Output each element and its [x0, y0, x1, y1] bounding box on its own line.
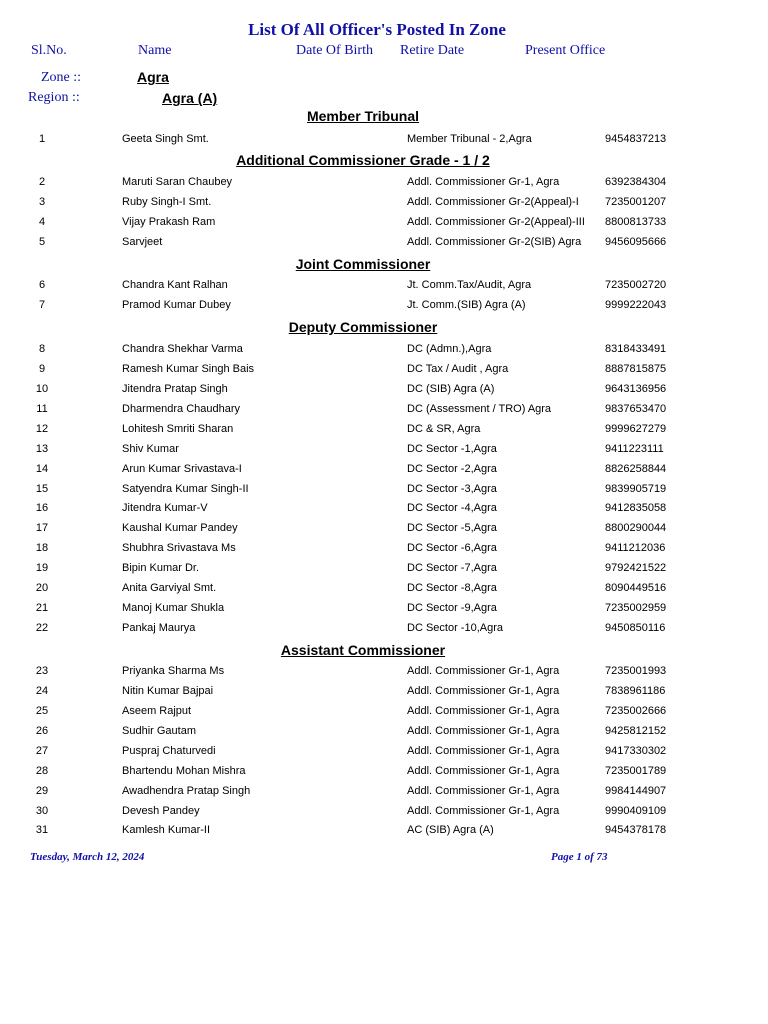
table-row — [0, 483, 768, 503]
serial-number: 25 — [35, 704, 49, 717]
column-header-name: Name — [138, 43, 172, 58]
serial-number: 7 — [38, 298, 46, 311]
serial-number: 18 — [35, 542, 49, 555]
present-office: DC Sector -7,Agra — [407, 562, 497, 575]
serial-number: 20 — [35, 582, 49, 595]
serial-number: 22 — [35, 622, 49, 634]
phone-number: 7235002666 — [605, 704, 667, 717]
table-row — [0, 423, 768, 443]
phone-number: 6392384304 — [605, 176, 667, 188]
column-header-slno: Sl.No. — [31, 43, 67, 58]
serial-number: 11 — [36, 402, 48, 415]
column-header-office: Present Office — [525, 43, 606, 58]
table-row — [0, 403, 768, 423]
serial-number: 29 — [35, 784, 49, 797]
officer-name: Ramesh Kumar Singh Bais — [122, 362, 255, 375]
phone-number: 9792421522 — [605, 562, 667, 575]
present-office: Addl. Commissioner Gr-1, Agra — [407, 684, 560, 697]
present-office: DC Sector -10,Agra — [407, 622, 503, 634]
present-office: Addl. Commissioner Gr-1, Agra — [407, 764, 560, 777]
present-office: Addl. Commissioner Gr-2(Appeal)-I — [407, 195, 579, 208]
phone-number: 7235001207 — [605, 195, 667, 208]
table-row — [0, 705, 768, 725]
present-office: Addl. Commissioner Gr-1, Agra — [407, 724, 560, 737]
zone-value: Agra — [137, 69, 169, 85]
phone-number: 9450850116 — [605, 622, 666, 634]
phone-number: 8800813733 — [605, 215, 667, 228]
phone-number: 8318433491 — [605, 343, 667, 355]
officer-name: Devesh Pandey — [122, 804, 200, 817]
serial-number: 4 — [38, 215, 46, 228]
present-office: DC Sector -8,Agra — [407, 582, 497, 595]
officer-name: Geeta Singh Smt. — [122, 133, 209, 145]
present-office: Addl. Commissioner Gr-2(Appeal)-III — [407, 215, 585, 228]
table-row — [0, 562, 768, 582]
table-row — [0, 745, 768, 765]
officer-name: Shiv Kumar — [122, 442, 179, 455]
serial-number: 31 — [35, 824, 49, 837]
serial-number: 13 — [35, 442, 49, 455]
table-row — [0, 176, 768, 196]
table-row — [0, 785, 768, 805]
region-value: Agra (A) — [162, 90, 218, 106]
officer-name: Pramod Kumar Dubey — [122, 298, 231, 311]
present-office: Addl. Commissioner Gr-1, Agra — [407, 665, 560, 677]
table-row — [0, 542, 768, 562]
officer-name: Jitendra Pratap Singh — [122, 382, 228, 395]
serial-number: 2 — [38, 176, 46, 188]
phone-number: 9411212036 — [605, 542, 666, 555]
officer-name: Bhartendu Mohan Mishra — [122, 764, 246, 777]
table-row — [0, 665, 768, 685]
serial-number: 23 — [35, 665, 49, 677]
officer-name: Kaushal Kumar Pandey — [122, 522, 238, 535]
officer-name: Maruti Saran Chaubey — [122, 176, 233, 188]
phone-number: 9411223111 — [605, 442, 664, 455]
serial-number: 16 — [35, 502, 49, 515]
zone-label: Zone :: — [41, 70, 82, 85]
serial-number: 21 — [35, 602, 49, 615]
table-row — [0, 725, 768, 745]
table-row — [0, 765, 768, 785]
officer-name: Chandra Shekhar Varma — [122, 343, 243, 355]
officer-name: Jitendra Kumar-V — [122, 502, 208, 515]
serial-number: 1 — [38, 133, 46, 145]
serial-number: 9 — [38, 362, 46, 375]
serial-number: 10 — [35, 382, 49, 395]
column-header-dob: Date Of Birth — [296, 43, 373, 58]
phone-number: 9999222043 — [605, 298, 667, 311]
officer-name: Ruby Singh-I Smt. — [122, 195, 212, 208]
officer-name: Dharmendra Chaudhary — [122, 402, 241, 415]
present-office: Addl. Commissioner Gr-1, Agra — [407, 784, 560, 797]
serial-number: 15 — [35, 482, 49, 495]
officer-name: Shubhra Srivastava Ms — [122, 542, 236, 555]
phone-number: 9417330302 — [605, 744, 667, 757]
table-row — [0, 383, 768, 403]
present-office: Addl. Commissioner Gr-1, Agra — [407, 176, 560, 188]
serial-number: 26 — [35, 724, 49, 737]
phone-number: 9984144907 — [605, 784, 667, 797]
present-office: DC Sector -3,Agra — [407, 482, 497, 495]
officer-name: Pankaj Maurya — [122, 622, 196, 634]
table-row — [0, 463, 768, 483]
serial-number: 27 — [35, 744, 49, 757]
section-heading: Assistant Commissioner — [280, 642, 446, 658]
officer-name: Priyanka Sharma Ms — [122, 665, 225, 677]
table-row — [0, 236, 768, 256]
table-row — [0, 805, 768, 825]
officer-name: Chandra Kant Ralhan — [122, 279, 228, 291]
present-office: Addl. Commissioner Gr-1, Agra — [407, 704, 560, 717]
page-number: Page 1 of 73 — [551, 851, 608, 863]
officer-name: Arun Kumar Srivastava-I — [122, 462, 242, 475]
table-row — [0, 196, 768, 216]
phone-number: 8826258844 — [605, 462, 667, 475]
officer-name: Awadhendra Pratap Singh — [122, 784, 251, 797]
officer-name: Lohitesh Smriti Sharan — [122, 422, 234, 435]
officer-name: Puspraj Chaturvedi — [122, 744, 216, 757]
table-row — [0, 443, 768, 463]
officer-name: Manoj Kumar Shukla — [122, 602, 225, 615]
present-office: Addl. Commissioner Gr-1, Agra — [407, 744, 560, 757]
present-office: DC Tax / Audit , Agra — [407, 362, 509, 375]
table-row — [0, 685, 768, 705]
table-row — [0, 602, 768, 622]
serial-number: 30 — [35, 804, 49, 817]
table-row — [0, 133, 768, 153]
serial-number: 14 — [35, 462, 49, 475]
present-office: DC Sector -6,Agra — [407, 542, 497, 555]
table-row — [0, 216, 768, 236]
phone-number: 9999627279 — [605, 422, 667, 435]
present-office: DC & SR, Agra — [407, 422, 481, 435]
phone-number: 9643136956 — [605, 382, 667, 395]
phone-number: 7235001789 — [605, 764, 667, 777]
serial-number: 3 — [38, 195, 46, 208]
serial-number: 24 — [35, 684, 49, 697]
present-office: DC Sector -9,Agra — [407, 602, 497, 615]
present-office: DC (SIB) Agra (A) — [407, 382, 495, 395]
officer-name: Aseem Rajput — [122, 704, 192, 717]
table-row — [0, 522, 768, 542]
phone-number: 7235002720 — [605, 279, 667, 291]
serial-number: 28 — [35, 764, 49, 777]
phone-number: 7235002959 — [605, 602, 667, 615]
present-office: DC Sector -4,Agra — [407, 502, 497, 515]
serial-number: 8 — [38, 343, 46, 355]
table-row — [0, 502, 768, 522]
section-heading: Joint Commissioner — [295, 256, 431, 272]
table-row — [0, 299, 768, 319]
table-row — [0, 279, 768, 299]
section-heading: Additional Commissioner Grade - 1 / 2 — [236, 152, 490, 168]
officer-name: Anita Garviyal Smt. — [122, 582, 217, 595]
phone-number: 9425812152 — [605, 724, 667, 737]
phone-number: 9837653470 — [605, 402, 667, 415]
officer-name: Kamlesh Kumar-II — [122, 824, 211, 837]
phone-number: 8800290044 — [605, 522, 667, 535]
present-office: DC Sector -2,Agra — [407, 462, 497, 475]
phone-number: 9990409109 — [605, 804, 667, 817]
present-office: Jt. Comm.(SIB) Agra (A) — [407, 298, 526, 311]
officer-name: Bipin Kumar Dr. — [122, 562, 200, 575]
present-office: Member Tribunal - 2,Agra — [407, 133, 532, 145]
phone-number: 9454837213 — [605, 133, 667, 145]
region-label: Region :: — [28, 90, 80, 105]
footer-date: Tuesday, March 12, 2024 — [30, 851, 145, 863]
phone-number: 9454378178 — [605, 824, 667, 837]
serial-number: 12 — [35, 422, 49, 435]
section-heading: Member Tribunal — [306, 108, 420, 124]
present-office: DC (Assessment / TRO) Agra — [407, 402, 552, 415]
serial-number: 5 — [38, 235, 46, 248]
present-office: Addl. Commissioner Gr-1, Agra — [407, 804, 560, 817]
serial-number: 17 — [35, 522, 49, 535]
officer-name: Satyendra Kumar Singh-II — [122, 482, 249, 495]
serial-number: 19 — [35, 562, 49, 575]
section-heading: Deputy Commissioner — [288, 319, 438, 335]
present-office: DC (Admn.),Agra — [407, 343, 492, 355]
present-office: Addl. Commissioner Gr-2(SIB) Agra — [407, 235, 582, 248]
phone-number: 8090449516 — [605, 582, 667, 595]
present-office: Jt. Comm.Tax/Audit, Agra — [407, 279, 532, 291]
present-office: AC (SIB) Agra (A) — [407, 824, 494, 837]
phone-number: 7235001993 — [605, 665, 667, 677]
phone-number: 9412835058 — [605, 502, 667, 515]
present-office: DC Sector -1,Agra — [407, 442, 497, 455]
table-row — [0, 363, 768, 383]
officer-name: Nitin Kumar Bajpai — [122, 684, 214, 697]
serial-number: 6 — [38, 279, 46, 291]
officer-name: Sudhir Gautam — [122, 724, 196, 737]
table-row — [0, 824, 768, 844]
present-office: DC Sector -5,Agra — [407, 522, 497, 535]
page-title: List Of All Officer's Posted In Zone — [248, 20, 506, 39]
phone-number: 9456095666 — [605, 235, 667, 248]
table-row — [0, 622, 768, 642]
table-row — [0, 343, 768, 363]
column-header-retire: Retire Date — [400, 43, 465, 58]
phone-number: 8887815875 — [605, 362, 667, 375]
phone-number: 9839905719 — [605, 482, 667, 495]
officer-name: Vijay Prakash Ram — [122, 215, 216, 228]
table-row — [0, 582, 768, 602]
officer-name: Sarvjeet — [122, 235, 163, 248]
phone-number: 7838961186 — [605, 684, 666, 697]
